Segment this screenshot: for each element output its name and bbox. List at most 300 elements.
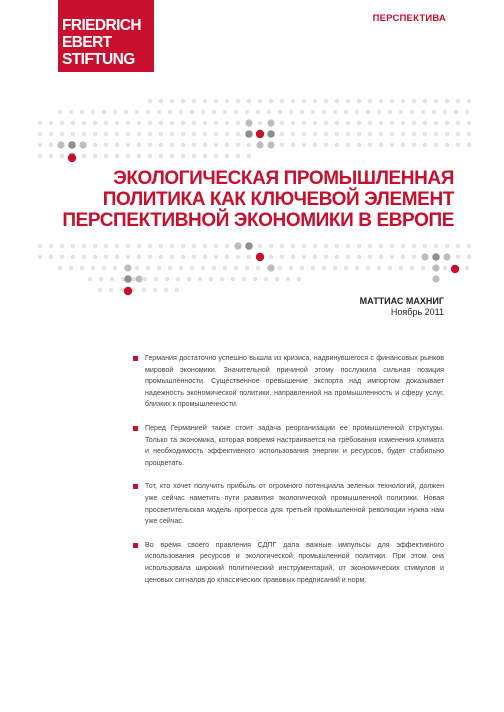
- map-dot: [434, 99, 439, 104]
- map-dot: [280, 244, 285, 249]
- map-dot: [280, 121, 285, 126]
- map-dot: [223, 266, 228, 271]
- document-title: [40, 168, 454, 231]
- map-dot: [291, 99, 296, 104]
- map-dot: [126, 121, 131, 126]
- map-dot: [236, 154, 241, 159]
- map-dot: [302, 244, 307, 249]
- map-dot: [412, 121, 417, 126]
- map-dot: [390, 132, 395, 137]
- map-dot: [68, 141, 76, 149]
- map-dot: [390, 255, 395, 260]
- map-dot: [280, 132, 285, 137]
- map-dot: [399, 266, 404, 271]
- map-dot: [93, 255, 98, 260]
- map-dot: [366, 110, 371, 115]
- map-dot: [93, 121, 98, 126]
- map-dot: [148, 132, 153, 137]
- map-dot: [170, 255, 175, 260]
- map-dot: [120, 288, 125, 293]
- map-dot: [192, 121, 197, 126]
- map-dot: [170, 99, 175, 104]
- map-dot: [179, 110, 184, 115]
- map-dot: [176, 277, 181, 282]
- map-dot: [335, 99, 340, 104]
- map-dot: [170, 121, 175, 126]
- map-dot: [412, 132, 417, 137]
- map-dot: [443, 266, 448, 271]
- map-dot: [148, 121, 153, 126]
- map-dot: [278, 110, 283, 115]
- map-dot: [110, 277, 115, 282]
- map-dot: [377, 266, 382, 271]
- map-dot: [324, 244, 329, 249]
- map-dot: [324, 255, 329, 260]
- map-dot: [203, 143, 208, 148]
- map-dot: [148, 99, 153, 104]
- map-dot: [434, 132, 439, 137]
- map-dot: [80, 110, 85, 115]
- series-label: ПЕРСПЕКТИВА: [372, 13, 446, 24]
- map-dot: [79, 141, 86, 148]
- map-dot: [432, 110, 437, 115]
- map-dot: [159, 121, 164, 126]
- map-dot: [280, 143, 285, 148]
- map-dot: [60, 154, 65, 159]
- map-dot: [126, 143, 131, 148]
- map-dot: [456, 99, 461, 104]
- map-dot: [467, 244, 472, 249]
- map-dot: [289, 110, 294, 115]
- map-dot: [379, 121, 384, 126]
- map-dot: [148, 143, 153, 148]
- map-dot: [60, 121, 65, 126]
- map-dot: [159, 154, 164, 159]
- map-dot: [115, 132, 120, 137]
- map-dot: [289, 266, 294, 271]
- map-dot: [148, 255, 153, 260]
- map-dot: [445, 244, 450, 249]
- map-dot: [126, 132, 131, 137]
- map-dot: [60, 255, 65, 260]
- map-dot: [203, 132, 208, 137]
- map-dot: [335, 244, 340, 249]
- map-dot: [434, 244, 439, 249]
- map-dot: [214, 154, 219, 159]
- map-dot: [286, 277, 291, 282]
- map-dot: [245, 242, 253, 250]
- map-dot: [60, 244, 65, 249]
- map-dot: [209, 277, 214, 282]
- map-dot: [126, 244, 131, 249]
- map-dot: [93, 132, 98, 137]
- map-dot: [104, 255, 109, 260]
- map-dot: [467, 143, 472, 148]
- map-dot: [324, 121, 329, 126]
- map-dot: [49, 255, 54, 260]
- map-dot: [421, 253, 428, 260]
- summary-bullet: [133, 353, 444, 411]
- map-dot: [322, 110, 327, 115]
- map-dot: [203, 255, 208, 260]
- map-dot: [115, 154, 120, 159]
- map-dot: [280, 99, 285, 104]
- map-dot: [192, 99, 197, 104]
- map-dot: [153, 288, 158, 293]
- map-dot: [401, 244, 406, 249]
- title-line-3: ПЕРСПЕКТИВНОЙ ЭКОНОМИКИ В ЕВРОПЕ: [62, 210, 454, 231]
- map-dot: [390, 99, 395, 104]
- map-dot: [377, 110, 382, 115]
- map-dot: [245, 130, 253, 138]
- map-dot: [368, 244, 373, 249]
- map-dot: [49, 154, 54, 159]
- map-dot: [421, 110, 426, 115]
- map-dot: [170, 132, 175, 137]
- map-dot: [225, 154, 230, 159]
- map-dot: [302, 99, 307, 104]
- map-dot: [333, 110, 338, 115]
- map-dot: [38, 255, 43, 260]
- map-dot: [124, 287, 132, 295]
- map-dot: [344, 266, 349, 271]
- map-dot: [93, 154, 98, 159]
- map-dot: [445, 99, 450, 104]
- map-dot: [434, 121, 439, 126]
- bullet-text: Перед Германией также стоит задача реорганизации ее промышленной структуры. Только та экономика, которая вовремя настраивается на требования изменения климата и необходимость эффективного использования энергии и ресурсов, будет стабильно процветать.: [145, 423, 444, 467]
- map-dot: [357, 99, 362, 104]
- map-dot: [135, 275, 142, 282]
- map-dot: [390, 121, 395, 126]
- map-dot: [346, 132, 351, 137]
- map-dot: [38, 244, 43, 249]
- map-dot: [445, 143, 450, 148]
- map-dot: [275, 277, 280, 282]
- map-dot: [203, 99, 208, 104]
- map-dot: [258, 244, 263, 249]
- map-dot: [379, 255, 384, 260]
- map-dot: [247, 143, 252, 148]
- map-dot: [456, 132, 461, 137]
- map-dot: [390, 143, 395, 148]
- bullet-square-icon: [133, 356, 138, 361]
- map-dot: [379, 99, 384, 104]
- map-dot: [179, 266, 184, 271]
- map-dot: [124, 275, 132, 283]
- map-dot: [245, 266, 250, 271]
- map-dot: [82, 154, 87, 159]
- map-dot: [278, 266, 283, 271]
- map-dot: [456, 143, 461, 148]
- map-dot: [401, 255, 406, 260]
- map-dot: [181, 244, 186, 249]
- map-dot: [467, 121, 472, 126]
- map-dot: [335, 121, 340, 126]
- map-dot: [181, 132, 186, 137]
- map-dot: [432, 264, 439, 271]
- map-dot: [198, 277, 203, 282]
- map-dot: [93, 244, 98, 249]
- map-dot: [467, 255, 472, 260]
- map-dot: [124, 264, 131, 271]
- map-dot: [38, 154, 43, 159]
- map-dot: [225, 121, 230, 126]
- map-dot: [465, 266, 470, 271]
- map-dot: [236, 255, 241, 260]
- map-dot: [368, 132, 373, 137]
- map-dot: [357, 121, 362, 126]
- map-dot: [154, 277, 159, 282]
- map-dot: [423, 143, 428, 148]
- map-dot: [104, 244, 109, 249]
- map-dot: [115, 244, 120, 249]
- map-dot: [434, 143, 439, 148]
- map-dot: [421, 266, 426, 271]
- map-dot: [388, 110, 393, 115]
- map-dot: [242, 277, 247, 282]
- map-dot: [236, 99, 241, 104]
- map-dot: [126, 154, 131, 159]
- map-dot: [291, 132, 296, 137]
- map-dot: [443, 110, 448, 115]
- map-dot: [181, 143, 186, 148]
- map-dot: [102, 266, 107, 271]
- map-dot: [148, 244, 153, 249]
- map-dot: [49, 121, 54, 126]
- map-dot: [137, 132, 142, 137]
- map-dot: [313, 255, 318, 260]
- title-line-1: ЭКОЛОГИЧЕСКАЯ ПРОМЫШЛЕННАЯ: [113, 168, 454, 189]
- map-dot: [225, 143, 230, 148]
- map-dot: [467, 132, 472, 137]
- map-dot: [456, 244, 461, 249]
- map-dot: [443, 253, 450, 260]
- map-dot: [223, 110, 228, 115]
- map-dot: [388, 266, 393, 271]
- map-dot: [368, 99, 373, 104]
- map-dot: [256, 266, 261, 271]
- map-dot: [49, 143, 54, 148]
- map-dot: [91, 266, 96, 271]
- map-dot: [142, 288, 147, 293]
- map-dot: [256, 130, 264, 138]
- summary-bullets: [133, 353, 444, 598]
- map-dot: [212, 266, 217, 271]
- map-dot: [143, 277, 148, 282]
- map-dot: [313, 143, 318, 148]
- map-dot: [159, 255, 164, 260]
- map-dot: [82, 255, 87, 260]
- map-dot: [168, 266, 173, 271]
- map-dot: [60, 132, 65, 137]
- map-dot: [467, 99, 472, 104]
- map-dot: [137, 121, 142, 126]
- map-dot: [247, 154, 252, 159]
- map-dot: [234, 266, 239, 271]
- map-dot: [335, 255, 340, 260]
- map-dot: [346, 143, 351, 148]
- map-dot: [214, 255, 219, 260]
- map-dot: [190, 110, 195, 115]
- logo-line-3: STIFTUNG: [62, 51, 135, 68]
- map-dot: [192, 143, 197, 148]
- map-dot: [291, 143, 296, 148]
- map-dot: [58, 266, 63, 271]
- map-dot: [432, 275, 439, 282]
- map-dot: [137, 244, 142, 249]
- map-dot: [115, 143, 120, 148]
- map-dot: [170, 143, 175, 148]
- map-dot: [181, 255, 186, 260]
- map-dot: [190, 266, 195, 271]
- map-dot: [456, 255, 461, 260]
- map-dot: [165, 277, 170, 282]
- map-dot: [201, 110, 206, 115]
- map-dot: [236, 132, 241, 137]
- map-dot: [88, 277, 93, 282]
- map-dot: [302, 132, 307, 137]
- map-dot: [99, 277, 104, 282]
- map-dot: [410, 110, 415, 115]
- map-dot: [401, 143, 406, 148]
- map-dot: [366, 266, 371, 271]
- map-dot: [104, 154, 109, 159]
- map-dot: [264, 277, 269, 282]
- map-dot: [412, 99, 417, 104]
- map-dot: [175, 288, 180, 293]
- map-dot: [231, 277, 236, 282]
- map-dot: [322, 266, 327, 271]
- map-dot: [214, 244, 219, 249]
- map-dot: [168, 110, 173, 115]
- map-dot: [379, 132, 384, 137]
- map-dot: [157, 110, 162, 115]
- map-dot: [69, 110, 74, 115]
- map-dot: [91, 110, 96, 115]
- map-dot: [390, 244, 395, 249]
- map-dot: [234, 110, 239, 115]
- map-dot: [49, 244, 54, 249]
- map-dot: [454, 110, 459, 115]
- map-dot: [269, 255, 274, 260]
- map-dot: [192, 244, 197, 249]
- map-dot: [302, 255, 307, 260]
- map-dot: [69, 266, 74, 271]
- map-dot: [98, 288, 103, 293]
- map-dot: [423, 132, 428, 137]
- map-dot: [234, 242, 241, 249]
- author-block: [360, 296, 444, 318]
- map-dot: [38, 121, 43, 126]
- map-dot: [93, 143, 98, 148]
- map-dot: [311, 266, 316, 271]
- map-dot: [137, 154, 142, 159]
- map-dot: [346, 255, 351, 260]
- map-dot: [214, 99, 219, 104]
- map-dot: [109, 288, 114, 293]
- map-dot: [214, 121, 219, 126]
- map-dot: [412, 143, 417, 148]
- map-dot: [465, 110, 470, 115]
- map-dot: [379, 143, 384, 148]
- map-dot: [181, 121, 186, 126]
- map-dot: [225, 255, 230, 260]
- map-dot: [355, 266, 360, 271]
- map-dot: [401, 132, 406, 137]
- map-dot: [225, 99, 230, 104]
- map-dot: [346, 121, 351, 126]
- map-dot: [423, 121, 428, 126]
- map-dot: [401, 121, 406, 126]
- map-dot: [357, 132, 362, 137]
- map-dot: [236, 121, 241, 126]
- bullet-text: Германия достаточно успешно вышла из кризиса, надвинувшегося с финансовых рынков мировой экономики. Значительной причиной этому послужила сильная позиция промышленности. Существенное превышение экспорта над импортом доказывает надежность экономической политики, направленной на промышленность и сферу услуг, близких к промышленности.: [145, 354, 444, 409]
- map-dot: [115, 255, 120, 260]
- map-dot: [225, 132, 230, 137]
- map-dot: [49, 132, 54, 137]
- bullet-square-icon: [133, 484, 138, 489]
- map-dot: [104, 143, 109, 148]
- map-dot: [256, 110, 261, 115]
- map-dot: [159, 143, 164, 148]
- map-dot: [302, 143, 307, 148]
- map-dot: [201, 266, 206, 271]
- map-dot: [432, 253, 440, 261]
- map-dot: [445, 121, 450, 126]
- map-dot: [203, 121, 208, 126]
- map-dot: [38, 132, 43, 137]
- map-dot: [297, 277, 302, 282]
- map-dot: [170, 154, 175, 159]
- map-dot: [203, 154, 208, 159]
- map-dot: [311, 110, 316, 115]
- map-dot: [291, 255, 296, 260]
- author-name: МАТТИАС МАХНИГ: [359, 296, 444, 306]
- summary-bullet: [133, 423, 444, 469]
- map-dot: [399, 110, 404, 115]
- logo-line-1: FRIEDRICH: [62, 17, 141, 34]
- title-line-2: ПОЛИТИКА КАК КЛЮЧЕВОЙ ЭЛЕМЕНТ: [102, 189, 454, 210]
- map-dot: [71, 244, 76, 249]
- map-dot: [170, 244, 175, 249]
- map-dot: [80, 266, 85, 271]
- map-dot: [423, 244, 428, 249]
- map-dot: [71, 121, 76, 126]
- map-dot: [267, 264, 274, 271]
- map-dot: [146, 266, 151, 271]
- map-dot: [300, 110, 305, 115]
- map-dot: [300, 266, 305, 271]
- map-dot: [346, 99, 351, 104]
- map-dot: [104, 121, 109, 126]
- map-dot: [357, 143, 362, 148]
- map-dot: [159, 244, 164, 249]
- bullet-square-icon: [133, 426, 138, 431]
- map-dot: [269, 244, 274, 249]
- map-dot: [146, 110, 151, 115]
- map-dot: [291, 121, 296, 126]
- map-dot: [324, 99, 329, 104]
- map-dot: [57, 141, 64, 148]
- map-dot: [192, 154, 197, 159]
- map-dot: [82, 132, 87, 137]
- map-dot: [135, 110, 140, 115]
- map-dot: [82, 121, 87, 126]
- map-dot: [357, 244, 362, 249]
- map-dot: [245, 119, 252, 126]
- map-dot: [181, 99, 186, 104]
- map-dot: [423, 99, 428, 104]
